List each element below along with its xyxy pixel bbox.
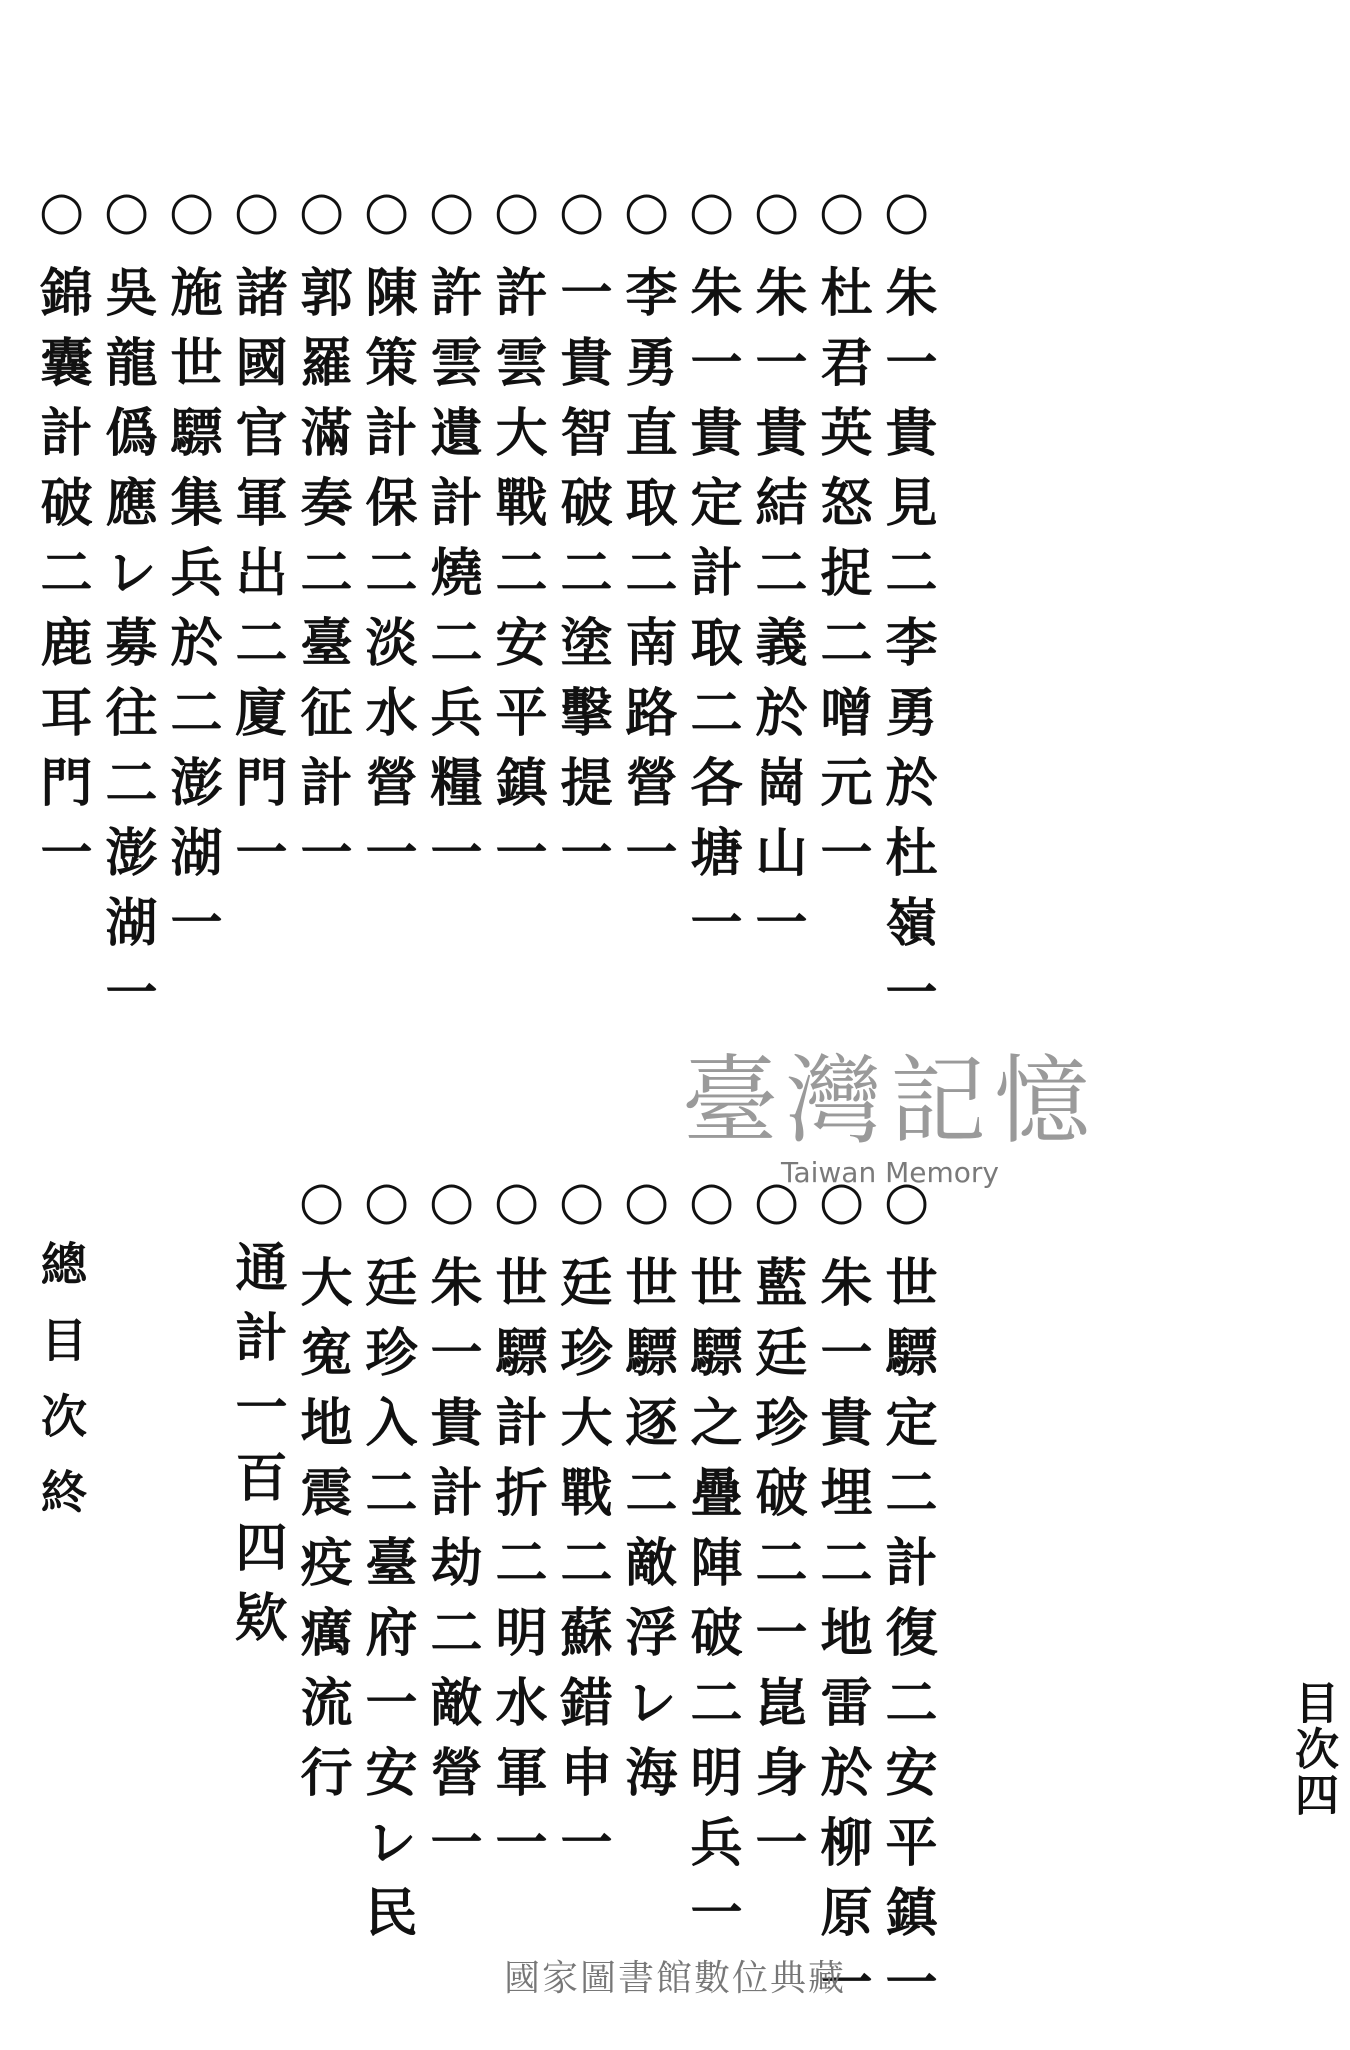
toc-entry-text: 諸國官軍出二廈門一: [226, 265, 287, 895]
watermark-logo: [680, 1025, 1100, 1189]
toc-entry-text: 藍廷珍破二一崑身一: [746, 1255, 807, 1885]
toc-entry-text: 郭羅滿奏二臺征計一: [291, 265, 352, 895]
toc-entry-text: 許雲遺計燒二兵糧一: [421, 265, 482, 895]
toc-entry: [421, 1170, 482, 1885]
toc-entry: [356, 180, 417, 895]
watermark-text: 臺灣記憶: [682, 1045, 1098, 1157]
toc-entry-text: 世驃計折二明水軍一: [486, 1255, 547, 1885]
circle-mark-icon: ○: [226, 180, 287, 265]
circle-mark-icon: ○: [356, 1170, 417, 1255]
circle-mark-icon: ○: [811, 1170, 872, 1255]
toc-entry: [551, 1170, 612, 1885]
toc-entry-text: 世驃定二計復二安平鎮一: [876, 1255, 937, 2025]
circle-mark-icon: ○: [811, 180, 872, 265]
toc-entry: [681, 180, 742, 965]
circle-mark-icon: ○: [876, 180, 937, 265]
circle-mark-icon: ○: [681, 1170, 742, 1255]
toc-total: 通計一百四欵: [226, 1240, 287, 1660]
circle-mark-icon: ○: [876, 1170, 937, 1255]
circle-mark-icon: ○: [551, 1170, 612, 1255]
circle-mark-icon: ○: [486, 1170, 547, 1255]
toc-entry: [291, 1170, 352, 1815]
toc-entry-text: 朱一貴見二李勇於杜嶺一: [876, 265, 937, 1035]
toc-entry-text: 大寃地震疫癘流行: [291, 1255, 352, 1815]
toc-entry-text: 朱一貴埋二地雷於柳原一: [811, 1255, 872, 2025]
circle-mark-icon: ○: [616, 180, 677, 265]
toc-entry-text: 朱一貴定計取二各塘一: [681, 265, 742, 965]
circle-mark-icon: ○: [486, 180, 547, 265]
toc-entry-text: 世驃之疊陣破二明兵一: [681, 1255, 742, 1955]
toc-entry-text: 錦囊計破二鹿耳門一: [31, 265, 92, 895]
end-note: 總目次終: [34, 1240, 88, 1544]
toc-entry-text: 朱一貴結二義於崗山一: [746, 265, 807, 965]
toc-entry-text: 陳策計保二淡水營一: [356, 265, 417, 895]
toc-entry: [226, 180, 287, 895]
circle-mark-icon: ○: [161, 180, 222, 265]
toc-entry-text: 杜君英怒捉二噌元一: [811, 265, 872, 895]
toc-entry: [811, 180, 872, 895]
circle-mark-icon: ○: [746, 1170, 807, 1255]
toc-entry-text: 施世驃集兵於二澎湖一: [161, 265, 222, 965]
toc-entry: [616, 1170, 677, 1815]
toc-entry: [486, 180, 547, 895]
toc-entry: [161, 180, 222, 965]
circle-mark-icon: ○: [291, 180, 352, 265]
toc-entry-text: 廷珍大戰二蘇錯申一: [551, 1255, 612, 1885]
circle-mark-icon: ○: [746, 180, 807, 265]
footer-credit: 國家圖書館數位典藏: [503, 1958, 846, 1999]
toc-entry-text: 世驃逐二敵浮レ海: [616, 1255, 677, 1815]
circle-mark-icon: ○: [616, 1170, 677, 1255]
toc-entry: [31, 180, 92, 895]
toc-entry: [746, 1170, 807, 1885]
toc-entry: [746, 180, 807, 965]
toc-entry: [876, 1170, 937, 2025]
toc-entry-text: 一貴智破二塗擊提一: [551, 265, 612, 895]
circle-mark-icon: ○: [421, 180, 482, 265]
toc-entry: [811, 1170, 872, 2025]
toc-entry-text: 朱一貴計劫二敵營一: [421, 1255, 482, 1885]
circle-mark-icon: ○: [551, 180, 612, 265]
watermark-subtext: Taiwan Memory: [781, 1156, 999, 1189]
toc-entry-text: 李勇直取二南路營一: [616, 265, 677, 895]
toc-entry: [681, 1170, 742, 1955]
toc-entry-text: 吳龍僞應レ募往二澎湖一: [96, 265, 157, 1035]
circle-mark-icon: ○: [31, 180, 92, 265]
toc-entry: [356, 1170, 417, 1955]
toc-entry: [486, 1170, 547, 1885]
circle-mark-icon: ○: [96, 180, 157, 265]
toc-entry: [421, 180, 482, 895]
toc-entry: [551, 180, 612, 895]
circle-mark-icon: ○: [356, 180, 417, 265]
circle-mark-icon: ○: [421, 1170, 482, 1255]
toc-entry: [96, 180, 157, 1035]
page-label: 目次四: [1287, 1680, 1338, 1818]
toc-entry-text: 許雲大戰二安平鎮一: [486, 265, 547, 895]
circle-mark-icon: ○: [681, 180, 742, 265]
toc-entry: [876, 180, 937, 1035]
toc-entry: [291, 180, 352, 895]
circle-mark-icon: ○: [291, 1170, 352, 1255]
toc-entry: [616, 180, 677, 895]
toc-entry-text: 廷珍入二臺府一安レ民: [356, 1255, 417, 1955]
